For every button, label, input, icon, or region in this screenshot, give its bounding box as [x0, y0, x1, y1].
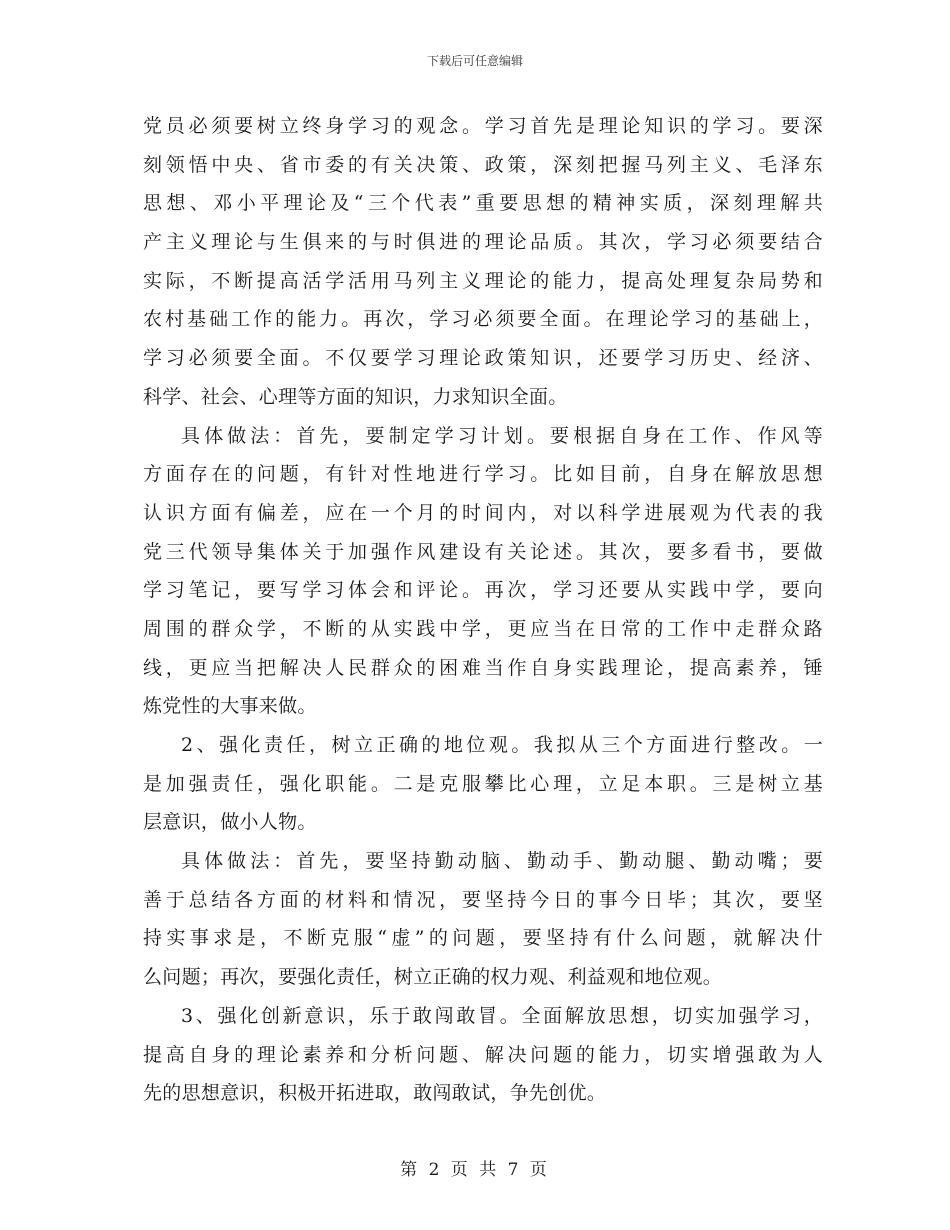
text-line: 刻领悟中央、省市委的有关决策、政策，深刻把握马列主义、毛泽东	[143, 153, 823, 176]
text-line: 方面存在的问题，有针对性地进行学习。比如目前，自身在解放思想	[143, 463, 823, 486]
text-line: 么问题；再次，要强化责任，树立正确的权力观、利益观和地位观。	[143, 966, 723, 989]
text-line: 2、强化责任，树立正确的地位观。我拟从三个方面进行整改。一	[181, 734, 823, 756]
text-line: 炼党性的大事来做。	[143, 695, 317, 718]
text-line: 认识方面有偏差，应在一个月的时间内，对以科学进展观为代表的我	[143, 501, 823, 524]
text-line: 思想、邓小平理论及“三个代表”重要思想的精神实质，深刻理解共	[143, 192, 823, 215]
text-line: 学习必须要全面。不仅要学习理论政策知识，还要学习历史、经济、	[143, 347, 823, 370]
paragraph-lifelong-learning	[143, 107, 823, 417]
text-line: 周围的群众学，不断的从实践中学，更应当在日常的工作中走群众路	[143, 617, 823, 640]
text-line: 产主义理论与生俱来的与时俱进的理论品质。其次，学习必须要结合	[143, 231, 823, 254]
text-line: 实际，不断提高活学活用马列主义理论的能力，提高处理复杂局势和	[143, 269, 823, 292]
text-line: 科学、社会、心理等方面的知识，力求知识全面。	[143, 385, 568, 408]
text-line: 是加强责任，强化职能。二是克服攀比心理，立足本职。三是树立基	[143, 772, 823, 795]
text-line: 党三代领导集体关于加强作风建设有关论述。其次，要多看书，要做	[143, 540, 823, 563]
document-body	[143, 107, 823, 1113]
text-line: 提高自身的理论素养和分析问题、解决问题的能力，切实增强敢为人	[143, 1043, 823, 1066]
paragraph-responsibility	[143, 726, 823, 842]
text-line: 线，更应当把解决人民群众的困难当作自身实践理论，提高素养，锤	[143, 656, 823, 679]
text-line: 3、强化创新意识，乐于敢闯敢冒。全面解放思想，切实加强学习，	[181, 1004, 823, 1027]
text-line: 具体做法：首先，要坚持勤动脑、勤动手、勤动腿、勤动嘴；要	[181, 850, 823, 873]
text-line: 先的思想意识，积极开拓进取，敢闯敢试，争先创优。	[143, 1082, 607, 1105]
paragraph-method-study-plan	[143, 417, 823, 727]
text-line: 具体做法：首先，要制定学习计划。要根据自身在工作、作风等	[181, 424, 823, 447]
text-line: 持实事求是，不断克服“虚”的问题，要坚持有什么问题，就解决什	[143, 927, 823, 950]
paragraph-method-diligence	[143, 842, 823, 997]
paragraph-innovation	[143, 997, 823, 1113]
page-header-note: 下载后可任意编辑	[426, 54, 523, 68]
text-line: 农村基础工作的能力。再次，学习必须要全面。在理论学习的基础上，	[143, 308, 823, 331]
text-line: 党员必须要树立终身学习的观念。学习首先是理论知识的学习。要深	[143, 115, 823, 137]
text-line: 学习笔记，要写学习体会和评论。再次，学习还要从实践中学，要向	[143, 579, 823, 602]
page-number-footer: 第 2 页 共 7 页	[400, 1160, 550, 1180]
text-line: 善于总结各方面的材料和情况，要坚持今日的事今日毕；其次，要坚	[143, 888, 823, 911]
text-line: 层意识，做小人物。	[143, 811, 317, 834]
